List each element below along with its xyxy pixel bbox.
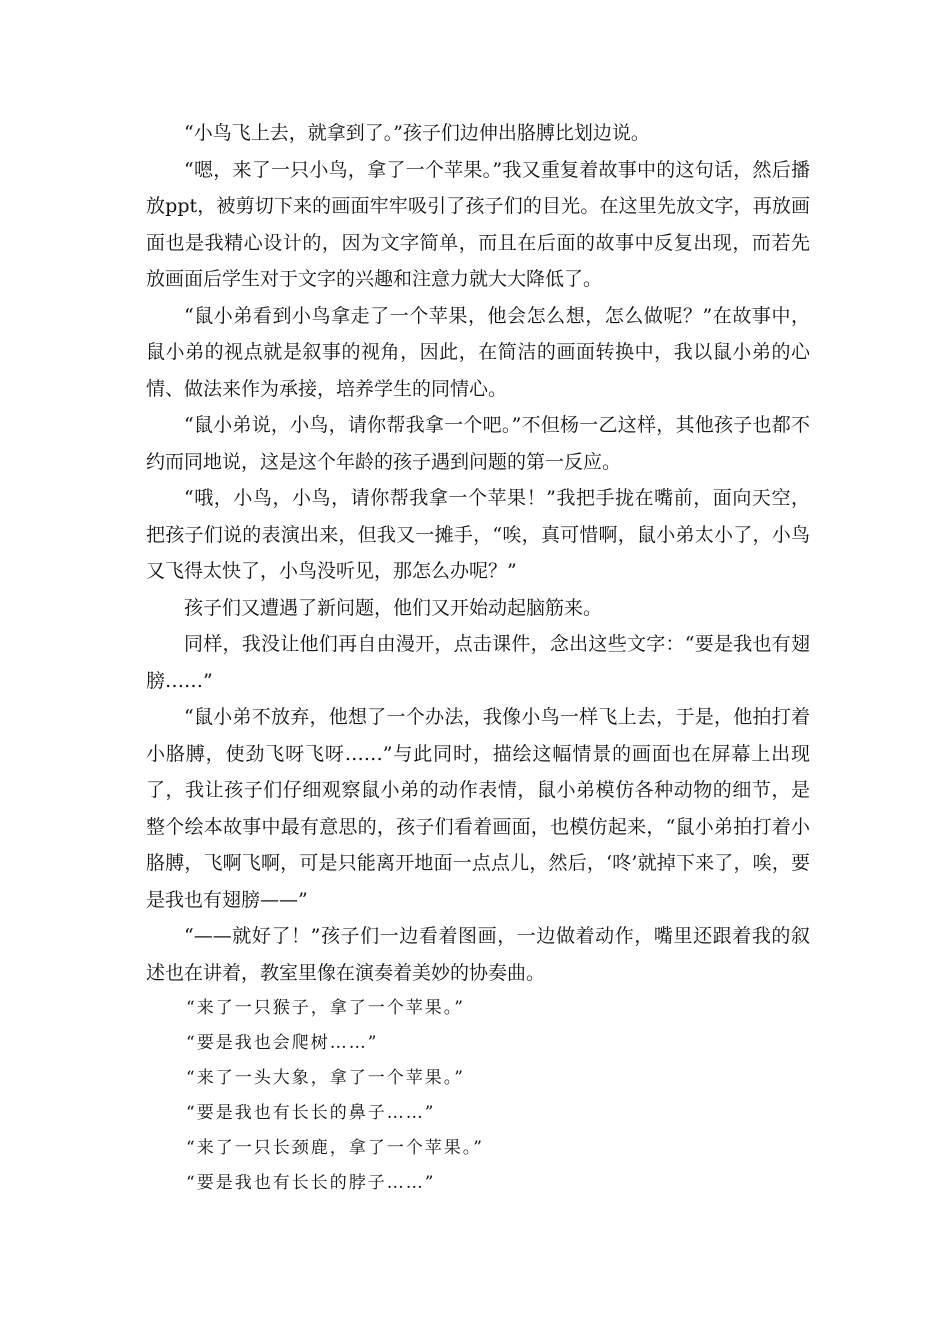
dialogue-line: “要是我也会爬树……” (186, 1033, 379, 1053)
paragraph: 同样，我没让他们再自由漫开，点击课件，念出这些文字：“要是我也有翅膀……” (146, 633, 810, 692)
dialogue-line: “来了一头大象，拿了一个苹果。” (186, 1068, 465, 1088)
paragraph: “鼠小弟说，小鸟，请你帮我拿一个吧。”不但杨一乙这样，其他孩子也都不约而同地说，这是这个年龄的孩子遇到问题的第一反应。 (146, 414, 810, 473)
paragraph: “小鸟飞上去，就拿到了。”孩子们边伸出胳膊比划边说。 (184, 122, 650, 144)
dialogue-line: “来了一只长颈鹿，拿了一个苹果。” (186, 1138, 484, 1158)
dialogue-line: “来了一只猴子，拿了一个苹果。” (186, 998, 465, 1018)
paragraph: “鼠小弟看到小鸟拿走了一个苹果，他会怎么想，怎么做呢？”在故事中，鼠小弟的视点就是叙事的视角，因此，在简洁的画面转换中，我以鼠小弟的心情、做法来作为承接，培养学生的同情心。 (146, 304, 810, 400)
dialogue-line: “要是我也有长长的脖子……” (186, 1173, 436, 1193)
paragraph: “哦，小鸟，小鸟，请你帮我拿一个苹果！”我把手拢在嘴前，面向天空，把孩子们说的表演出来，但我又一摊手，“唉，真可惜啊，鼠小弟太小了，小鸟又飞得太快了，小鸟没听见，那怎么办呢？” (146, 487, 810, 582)
document-body (146, 115, 810, 1201)
paragraph: “——就好了！”孩子们一边看着图画，一边做着动作，嘴里还跟着我的叙述也在讲着，教室里像在演奏着美妙的协奏曲。 (146, 925, 810, 984)
paragraph: 孩子们又遭遇了新问题，他们又开始动起脑筋来。 (184, 596, 603, 619)
paragraph: “嗯，来了一只小鸟，拿了一个苹果。”我又重复着故事中的这句话，然后播放ppt，被剪切下来的画面牢牢吸引了孩子们的目光。在这里先放文字，再放画面也是我精心设计的，因为文字简单，而且在后面的故事中反复出现，而若先放画面后学生对于文字的兴趣和注意力就大大降低了。 (146, 158, 810, 290)
paragraph: “鼠小弟不放弃，他想了一个办法，我像小鸟一样飞上去，于是，他拍打着小胳膊，使劲飞呀飞呀……”与此同时，描绘这幅情景的画面也在屏幕上出现了，我让孩子们仔细观察鼠小弟的动作表情，鼠小弟模仿各种动物的细节，是整个绘本故事中最有意思的，孩子们看着画面，也模仿起来，“鼠小弟拍打着小胳膊，飞啊飞啊，可是只能离开地面一点点儿，然后，‘咚’就掉下来了，唉，要是我也有翅膀——” (146, 706, 810, 911)
dialogue-line: “要是我也有长长的鼻子……” (186, 1103, 436, 1123)
